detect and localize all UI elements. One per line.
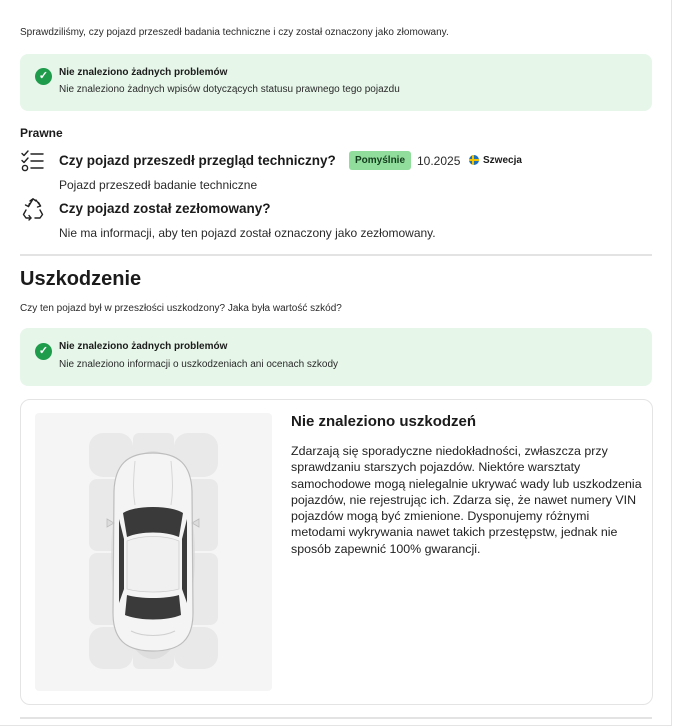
inspection-date: 10.2025 [417, 154, 461, 168]
damage-summary-description: Nie znaleziono informacji o uszkodzeniach ani ocenach szkody [59, 359, 339, 370]
damage-card [20, 399, 653, 705]
legal-summary-box [20, 54, 652, 111]
damage-card-text: Zdarzają się sporadyczne niedokładności, zwłaszcza przy sprawdzaniu starszych pojazdów. Niektóre warsztaty samochodowe mogą nielegalnie ukrywać wady lub uszkodzenia pojazdów, nie rejestrując ich. Zdarza się, że nawet numery VIN pojazdów mogą być zmienione. Dysponujemy różnymi metodami wykrywania nawet takich przestępstw, jednak nie sposób zapewnić 100% gwarancji. [291, 444, 642, 556]
checklist-icon [21, 150, 45, 172]
check-circle-icon: ✓ [35, 343, 52, 360]
damage-summary-box [20, 328, 652, 386]
damage-heading: Uszkodzenie [20, 268, 142, 290]
inspection-answer: Pojazd przeszedł badanie techniczne [59, 178, 258, 192]
inspection-country: Szwecja [483, 155, 522, 166]
scrapped-answer: Nie ma informacji, aby ten pojazd został oznaczony jako zezłomowany. [59, 226, 436, 240]
damage-card-title: Nie znaleziono uszkodzeń [291, 413, 477, 430]
check-circle-icon: ✓ [35, 68, 52, 85]
section-divider [20, 254, 652, 256]
bottom-divider [20, 717, 652, 719]
legal-summary-description: Nie znaleziono żadnych wpisów dotyczących statusu prawnego tego pojazdu [59, 84, 400, 95]
legal-summary-title: Nie znaleziono żadnych problemów [59, 67, 228, 78]
sweden-flag-icon [469, 155, 479, 165]
inspection-question: Czy pojazd przeszedł przegląd techniczny? [59, 153, 336, 168]
recycle-icon [21, 197, 45, 221]
car-top-view-icon [35, 413, 272, 691]
legal-section-label: Prawne [20, 126, 63, 140]
damage-subtitle: Czy ten pojazd był w przeszłości uszkodzony? Jaka była wartość szkód? [20, 303, 342, 314]
scrapped-question: Czy pojazd został zezłomowany? [59, 201, 271, 216]
status-badge: Pomyślnie [349, 151, 411, 170]
intro-text: Sprawdziliśmy, czy pojazd przeszedł badania techniczne i czy został oznaczony jako złomowany. [20, 27, 449, 38]
damage-summary-title: Nie znaleziono żadnych problemów [59, 341, 228, 352]
car-diagram-panel [35, 413, 272, 691]
